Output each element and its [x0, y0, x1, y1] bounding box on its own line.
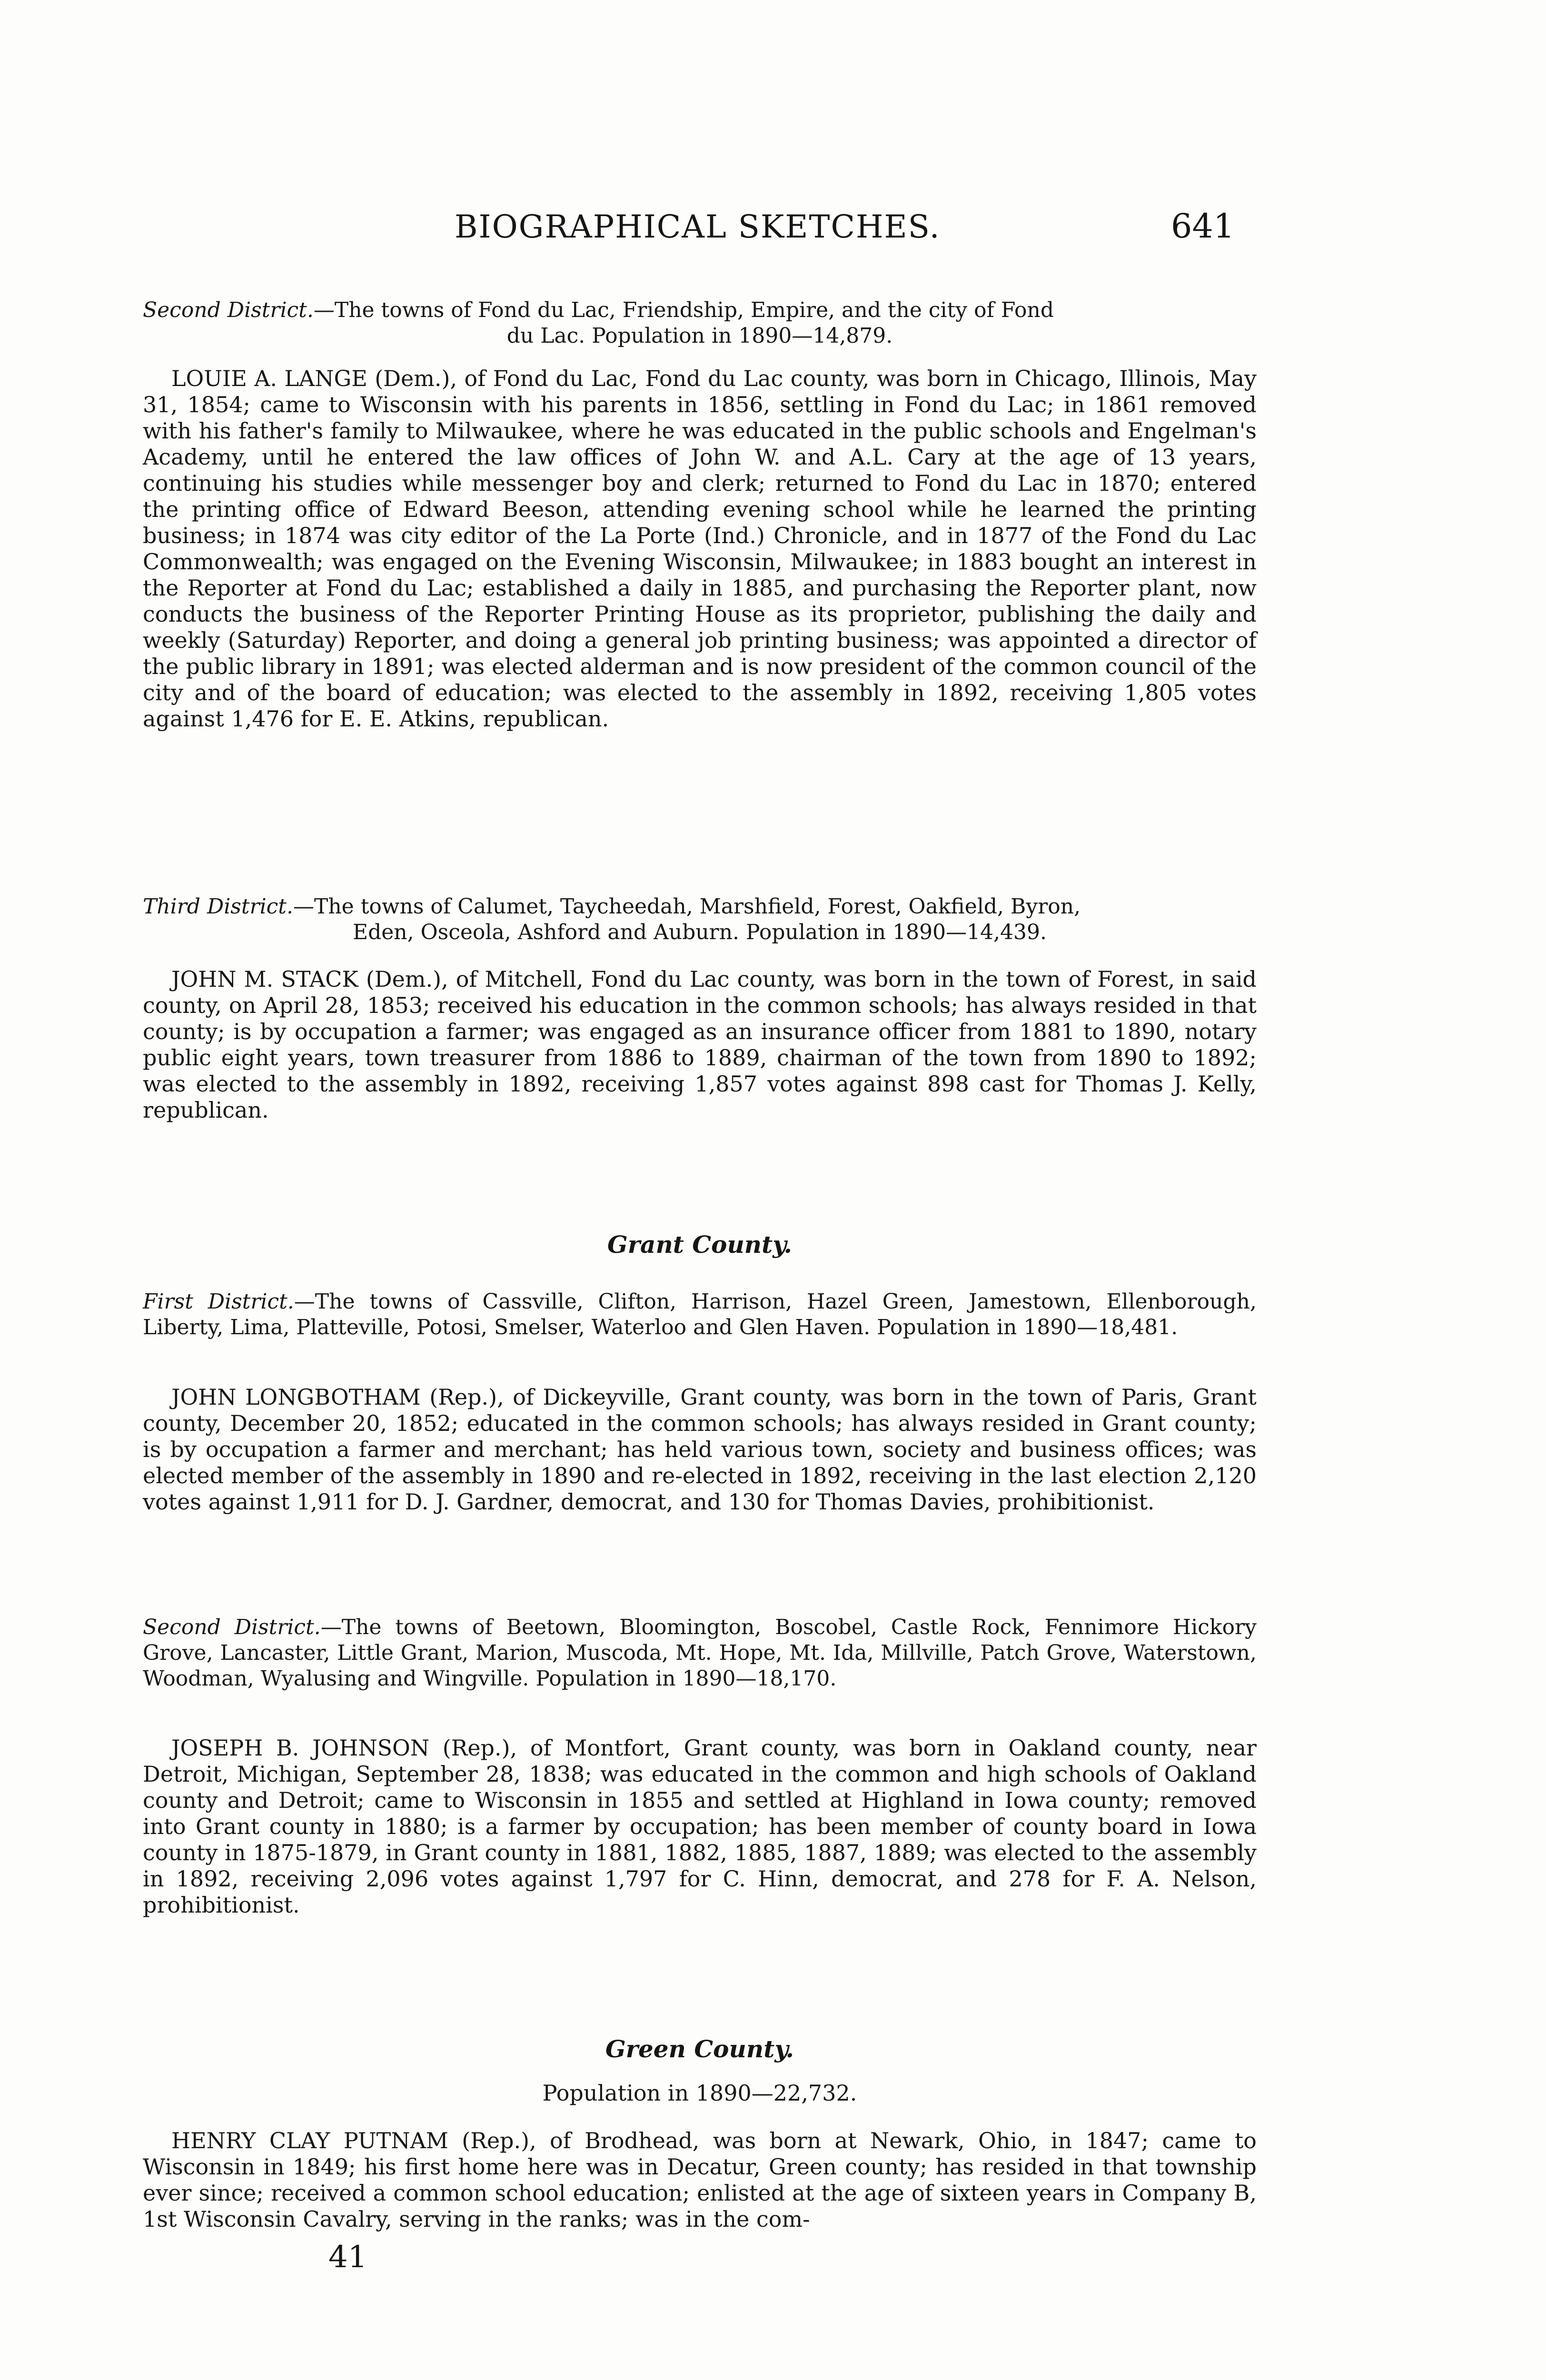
- district-third-fond-du-lac: [143, 894, 1257, 945]
- bio-lange: [143, 366, 1257, 732]
- bio-text: HENRY CLAY PUTNAM (Rep.), of Brodhead, was born at Newark, Ohio, in 1847; came to Wisconsin in 1849; his first home here was in Decatur, Green county; has resided in that township ever since; received a common school education; enlisted at the age of sixteen years in Company B, 1st Wisconsin Cavalry, serving in the ranks; was in the com-: [143, 2128, 1257, 2232]
- county-heading-grant: [143, 1230, 1257, 1259]
- bio-stack: [143, 966, 1257, 1123]
- district-text: —The towns of Beetown, Bloomington, Boscobel, Castle Rock, Fennimore Hickory Grove, Lancaster, Little Grant, Marion, Muscoda, Mt. Hope, Mt. Ida, Millville, Patch Grove, Waterstown, Woodman, Wyalusing and Wingville. Population in 1890—18,170.: [143, 1615, 1257, 1691]
- bio-text: JOSEPH B. JOHNSON (Rep.), of Montfort, Grant county, was born in Oakland county, near Detroit, Michigan, September 28, 1838; was educated in the common and high schools of Oakland county and Detroit; came to Wisconsin in 1855 and settled at Highland in Iowa county; removed into Grant county in 1880; is a farmer by occupation; has been member of county board in Iowa county in 1875-1879, in Grant county in 1881, 1882, 1885, 1887, 1889; was elected to the assembly in 1892, receiving 2,096 votes against 1,797 for C. Hinn, democrat, and 278 for F. A. Nelson, prohibitionist.: [143, 1735, 1257, 1918]
- page-number: 641: [1171, 207, 1235, 246]
- signature-mark: 41: [328, 2240, 367, 2275]
- population-line: Population in 1890—22,732.: [542, 2080, 857, 2106]
- county-heading-green: [143, 2035, 1257, 2063]
- district-label: Third District.: [143, 894, 293, 919]
- bio-putnam: [143, 2128, 1257, 2232]
- district-first-grant: [143, 1289, 1257, 1340]
- bio-text: LOUIE A. LANGE (Dem.), of Fond du Lac, Fond du Lac county, was born in Chicago, Illinois, May 31, 1854; came to Wisconsin with his parents in 1856, settling in Fond du Lac; in 1861 removed with his father's family to Milwaukee, where he was educated in the public schools and Engelman's Academy, until he entered the law offices of John W. and A.L. Cary at the age of 13 years, continuing his studies while messenger boy and clerk; returned to Fond du Lac in 1870; entered the printing office of Edward Beeson, attending evening school while he learned the printing business; in 1874 was city editor of the La Porte (Ind.) Chronicle, and in 1877 of the Fond du Lac Commonwealth; was engaged on the Evening Wisconsin, Milwaukee; in 1883 bought an interest in the Reporter at Fond du Lac; established a daily in 1885, and purchasing the Reporter plant, now conducts the business of the Reporter Printing House as its proprietor, publishing the daily and weekly (Saturday) Reporter, and doing a general job printing business; was appointed a director of the public library in 1891; was elected alderman and is now president of the common council of the city and of the board of education; was elected to the assembly in 1892, receiving 1,805 votes against 1,476 for E. E. Atkins, republican.: [143, 366, 1257, 732]
- bio-johnson: [143, 1735, 1257, 1918]
- district-second-grant: [143, 1615, 1257, 1692]
- county-heading: Green County.: [605, 2035, 794, 2063]
- bio-text: JOHN M. STACK (Dem.), of Mitchell, Fond du Lac county, was born in the town of Forest, in said county, on April 28, 1853; received his education in the common schools; has always resided in that county; is by occupation a farmer; was engaged as an insurance officer from 1881 to 1890, notary public eight years, town treasurer from 1886 to 1889, chairman of the town from 1890 to 1892; was elected to the assembly in 1892, receiving 1,857 votes against 898 cast for Thomas J. Kelly, republican.: [143, 966, 1257, 1123]
- district-second-fond-du-lac: [143, 298, 1257, 349]
- district-text-cont: Eden, Osceola, Ashford and Auburn. Population in 1890—14,439.: [352, 920, 1047, 944]
- district-text: —The towns of Cassville, Clifton, Harrison, Hazel Green, Jamestown, Ellenborough, Liberty, Lima, Platteville, Potosi, Smelser, Waterloo and Glen Haven. Population in 1890—18,481.: [143, 1289, 1257, 1339]
- bio-longbotham: [143, 1384, 1257, 1515]
- district-text: —The towns of Calumet, Taycheedah, Marshfield, Forest, Oakfield, Byron,: [293, 894, 1081, 919]
- running-head-title: BIOGRAPHICAL SKETCHES.: [455, 208, 941, 245]
- district-label: Second District.: [143, 1615, 321, 1639]
- district-label: Second District.: [143, 298, 314, 322]
- bio-text: JOHN LONGBOTHAM (Rep.), of Dickeyville, Grant county, was born in the town of Paris, Grant county, December 20, 1852; educated in the common schools; has always resided in Grant county; is by occupation a farmer and merchant; has held various town, society and business offices; was elected member of the assembly in 1890 and re-elected in 1892, receiving in the last election 2,120 votes against 1,911 for D. J. Gardner, democrat, and 130 for Thomas Davies, prohibitionist.: [143, 1384, 1257, 1515]
- green-population: [143, 2080, 1257, 2106]
- district-text: —The towns of Fond du Lac, Friendship, Empire, and the city of Fond: [313, 298, 1054, 322]
- county-heading: Grant County.: [607, 1230, 792, 1259]
- district-label: First District.: [143, 1289, 294, 1314]
- district-text-cont: du Lac. Population in 1890—14,879.: [506, 324, 893, 348]
